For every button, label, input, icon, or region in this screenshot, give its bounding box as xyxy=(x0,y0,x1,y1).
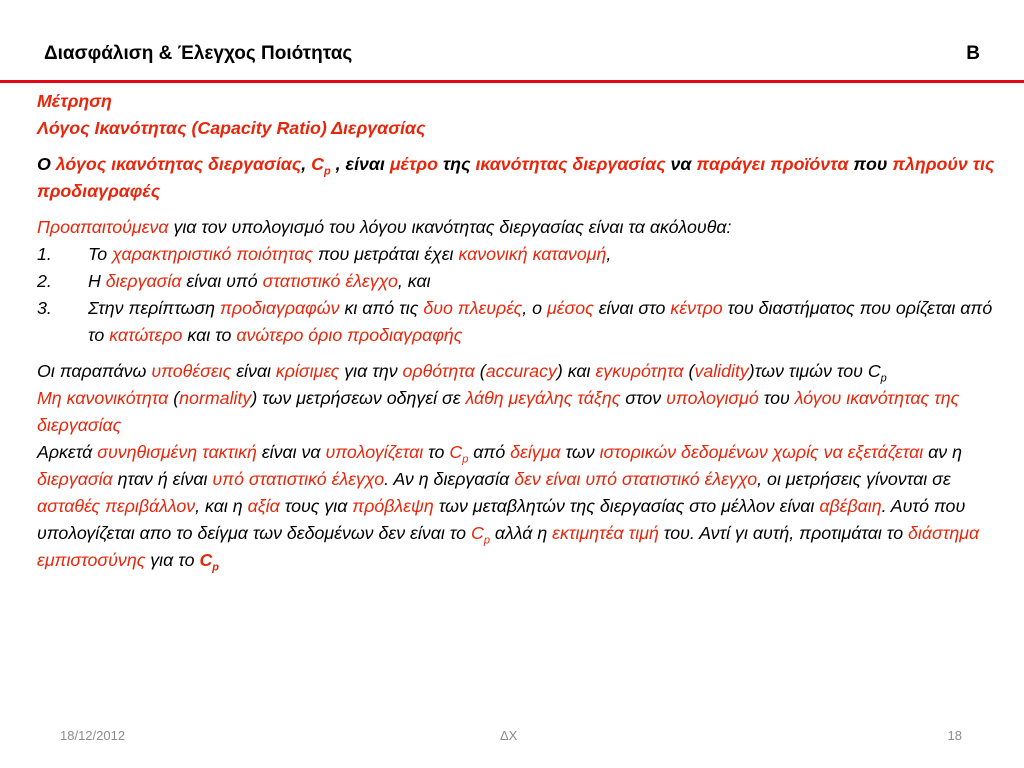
slide-content xyxy=(37,88,997,574)
list-item: 1. Το χαρακτηριστικό ποιότητας που μετράται έχει κανονική κατανομή, xyxy=(37,244,612,264)
slide-header-title: Διασφάλιση & Έλεγχος Ποιότητας xyxy=(44,43,353,64)
paragraph-definition: Ο λόγος ικανότητας διεργασίας, $C_p$ , είναι μέτρο της ικανότητας διεργασίας να παράγει προϊόντα που πληρούν τις προδιαγραφές xyxy=(37,154,995,201)
paragraph-normality: Μη κανονικότητα (normality) των μετρήσεων οδηγεί σε λάθη μεγάλης τάξης στον υπολογισμό του λόγου ικανότητας της διεργασίας xyxy=(37,388,960,435)
paragraph-prerequisites: Προαπαιτούμενα για τον υπολογισμό του λόγου ικανότητας διεργασίας είναι τα ακόλουθα: xyxy=(37,217,732,237)
footer-date: 18/12/2012 xyxy=(60,728,126,743)
header-divider xyxy=(0,80,1024,83)
paragraph-common-practice: Αρκετά συνηθισμένη τακτική είναι να υπολογίζεται το $C_p$ από δείγμα των ιστορικών δεδομένων χωρίς να εξετάζεται αν η διεργασία ηταν ή είναι υπό στατιστικό έλεγχο. Αν η διεργασία δεν είναι υπό στατιστικό έλεγχο, οι μετρήσεις γίνονται σε ασταθές περιβάλλον, και η αξία τους για πρόβλεψη των μεταβλητών της διεργασίας στο μέλλον είναι αβέβαιη. Αυτό που υπολογίζεται απο το δείγμα των δεδομένων δεν είναι το $C_p$ αλλά η εκτιμητέα τιμή του. Αντί γι αυτή, προτιμάται το διάστημα εμπιστοσύνης για το $C_p$ xyxy=(37,442,980,574)
footer-page-number: 18 xyxy=(947,728,962,743)
heading-capacity-ratio: Λόγος Ικανότητας (Capacity Ratio) Διεργασίας xyxy=(37,118,426,138)
slide-header-letter: Β xyxy=(966,43,980,64)
list-item: 2. Η διεργασία είναι υπό στατιστικό έλεγχο, και xyxy=(37,271,431,291)
list-item: 3. Στην περίπτωση προδιαγραφών κι από τις δυο πλευρές, ο μέσος είναι στο κέντρο του διαστήματος που ορίζεται από το κατώτερο και το ανώτερο όριο προδιαγραφής xyxy=(37,298,993,345)
paragraph-assumptions: Οι παραπάνω υποθέσεις είναι κρίσιμες για την ορθότητα (accuracy) και εγκυρότητα (validity)των τιμών του $C_p$ xyxy=(37,361,887,385)
footer-author: ΔΧ xyxy=(500,728,518,743)
heading-measurement: Μέτρηση xyxy=(37,91,112,111)
